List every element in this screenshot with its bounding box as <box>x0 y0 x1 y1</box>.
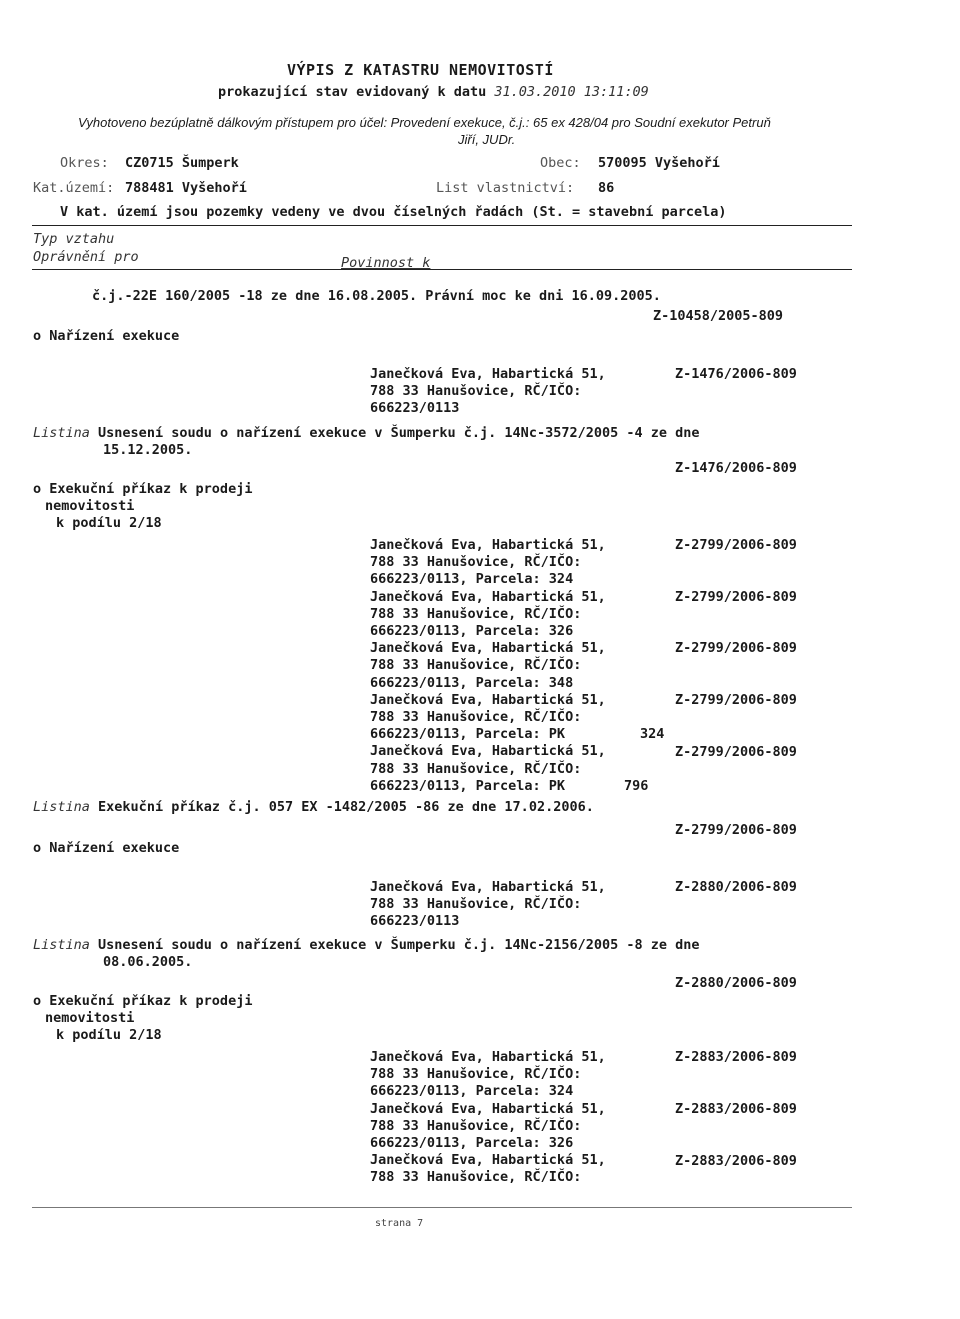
z-number: Z-2799/2006-809 <box>675 640 797 656</box>
purpose-note-line2: Jiří, JUDr. <box>458 132 516 147</box>
party-line: 788 33 Hanušovice, RČ/IČO: <box>370 896 582 913</box>
party-line: 666223/0113 <box>370 400 460 417</box>
document-title: VÝPIS Z KATASTRU NEMOVITOSTÍ <box>287 61 554 79</box>
party-line: Janečková Eva, Habartická 51, <box>370 1100 606 1117</box>
divider-top <box>32 225 852 226</box>
okres-value: CZ0715 Šumperk <box>125 155 239 171</box>
entry-title-line: o Exekuční příkaz k prodeji <box>33 481 253 497</box>
katuzemi-label: Kat.území: <box>33 180 115 196</box>
entry-title-line: o Exekuční příkaz k prodeji <box>33 993 253 1009</box>
party-line: 666223/0113, Parcela: PK <box>370 777 566 794</box>
party-line: Janečková Eva, Habartická 51, <box>370 691 606 708</box>
party-block <box>370 879 606 931</box>
party-line: 788 33 Hanušovice, RČ/IČO: <box>370 383 582 400</box>
z-number: Z-1476/2006-809 <box>675 460 797 476</box>
party-line: 788 33 Hanušovice, RČ/IČO: <box>370 1117 582 1134</box>
purpose-note-line1: Vyhotoveno bezúplatně dálkovým přístupem pro účel: Provedení exekuce, č.j.: 65 ex 428/04 pro Soudní exekutor Petruň <box>78 115 771 130</box>
party-line: Janečková Eva, Habartická 51, <box>370 743 606 760</box>
party-line: 666223/0113 <box>370 913 460 930</box>
z-number: Z-2799/2006-809 <box>675 692 797 708</box>
listina-label: Listina <box>33 799 90 815</box>
z-number: Z-2883/2006-809 <box>675 1049 797 1065</box>
party-line: Janečková Eva, Habartická 51, <box>370 537 606 553</box>
party-line: 788 33 Hanušovice, RČ/IČO: <box>370 657 582 674</box>
divider-header <box>32 269 852 270</box>
listina-line <box>33 937 700 954</box>
obec-label: Obec: <box>540 155 581 171</box>
party-line: Janečková Eva, Habartická 51, <box>370 366 606 382</box>
entry-title-line: nemovitosti <box>45 498 135 515</box>
party-line: 666223/0113, Parcela: 348 <box>370 674 574 691</box>
party-block <box>370 366 606 418</box>
katuzemi-value: 788481 Vyšehoří <box>125 180 247 196</box>
cj-line: č.j.-22E 160/2005 -18 ze dne 16.08.2005. Právní moc ke dni 16.09.2005. <box>92 288 661 304</box>
obec-value: 570095 Vyšehoří <box>598 155 720 171</box>
entry-title-line: k podílu 2/18 <box>56 1027 162 1044</box>
party-line: 788 33 Hanušovice, RČ/IČO: <box>370 760 582 777</box>
lv-value: 86 <box>598 180 615 196</box>
col-povinnost-k: Povinnost k <box>341 255 431 271</box>
entry-title: o Nařízení exekuce <box>33 840 180 856</box>
footer-divider <box>32 1207 852 1208</box>
z-number: Z-2883/2006-809 <box>675 1101 797 1117</box>
party-line: 666223/0113, Parcela: 326 <box>370 1135 574 1152</box>
subtitle-text: prokazující stav evidovaný k datu <box>218 84 487 100</box>
entry-title-line: nemovitosti <box>45 1010 135 1027</box>
col-opravneni-pro: Oprávnění pro <box>33 249 139 265</box>
okres-label: Okres: <box>60 155 109 171</box>
z-number: Z-2799/2006-809 <box>675 822 797 838</box>
listina-label: Listina <box>33 937 90 953</box>
party-line: 788 33 Hanušovice, RČ/IČO: <box>370 605 582 622</box>
party-line: 788 33 Hanušovice, RČ/IČO: <box>370 554 582 571</box>
entry-title: o Nařízení exekuce <box>33 328 180 344</box>
page-number: strana 7 <box>375 1218 424 1229</box>
z-number: Z-2799/2006-809 <box>675 744 797 760</box>
listina-label: Listina <box>33 425 90 441</box>
z-number: Z-2799/2006-809 <box>675 537 797 553</box>
lv-label: List vlastnictví: <box>436 180 575 196</box>
entry-title <box>33 993 252 1045</box>
listina-text: Usnesení soudu o nařízení exekuce v Šumperku č.j. 14Nc-2156/2005 -8 ze dne <box>98 937 700 953</box>
z-number: Z-1476/2006-809 <box>675 366 797 382</box>
subtitle-datetime: 31.03.2010 13:11:09 <box>494 84 649 100</box>
party-line: Janečková Eva, Habartická 51, <box>370 879 606 895</box>
document-subtitle <box>218 84 649 101</box>
party-line: 788 33 Hanušovice, RČ/IČO: <box>370 1169 582 1186</box>
kat-uzemi-note: V kat. území jsou pozemky vedeny ve dvou číselných řadách (St. = stavební parcela) <box>60 204 727 220</box>
listina-cont: 15.12.2005. <box>103 442 193 458</box>
col-typ-vztahu: Typ vztahu <box>33 231 115 247</box>
z-number: Z-2883/2006-809 <box>675 1153 797 1169</box>
z-number: Z-2880/2006-809 <box>675 879 797 895</box>
listina-cont: 08.06.2005. <box>103 954 193 970</box>
entry-title <box>33 481 252 533</box>
party-line: Janečková Eva, Habartická 51, <box>370 640 606 657</box>
entry-title-line: k podílu 2/18 <box>56 515 162 532</box>
parcel-number: 796 <box>624 778 649 794</box>
parcel-number: 324 <box>640 726 665 742</box>
listina-text: Usnesení soudu o nařízení exekuce v Šumperku č.j. 14Nc-3572/2005 -4 ze dne <box>98 425 700 441</box>
party-line: 666223/0113, Parcela: 326 <box>370 623 574 640</box>
party-line: 666223/0113, Parcela: PK <box>370 726 566 743</box>
party-line: 666223/0113, Parcela: 324 <box>370 1083 574 1100</box>
listina-line <box>33 799 594 816</box>
z-number: Z-2880/2006-809 <box>675 975 797 991</box>
listina-text: Exekuční příkaz č.j. 057 EX -1482/2005 -86 ze dne 17.02.2006. <box>98 799 594 815</box>
party-line: 666223/0113, Parcela: 324 <box>370 571 574 588</box>
party-line: Janečková Eva, Habartická 51, <box>370 588 606 605</box>
party-block <box>370 1049 606 1187</box>
party-line: 788 33 Hanušovice, RČ/IČO: <box>370 1066 582 1083</box>
listina-line <box>33 425 700 442</box>
party-block <box>370 537 606 795</box>
party-line: Janečková Eva, Habartická 51, <box>370 1049 606 1065</box>
z-number: Z-10458/2005-809 <box>653 308 784 324</box>
z-number: Z-2799/2006-809 <box>675 589 797 605</box>
party-line: Janečková Eva, Habartická 51, <box>370 1152 606 1169</box>
party-line: 788 33 Hanušovice, RČ/IČO: <box>370 709 582 726</box>
